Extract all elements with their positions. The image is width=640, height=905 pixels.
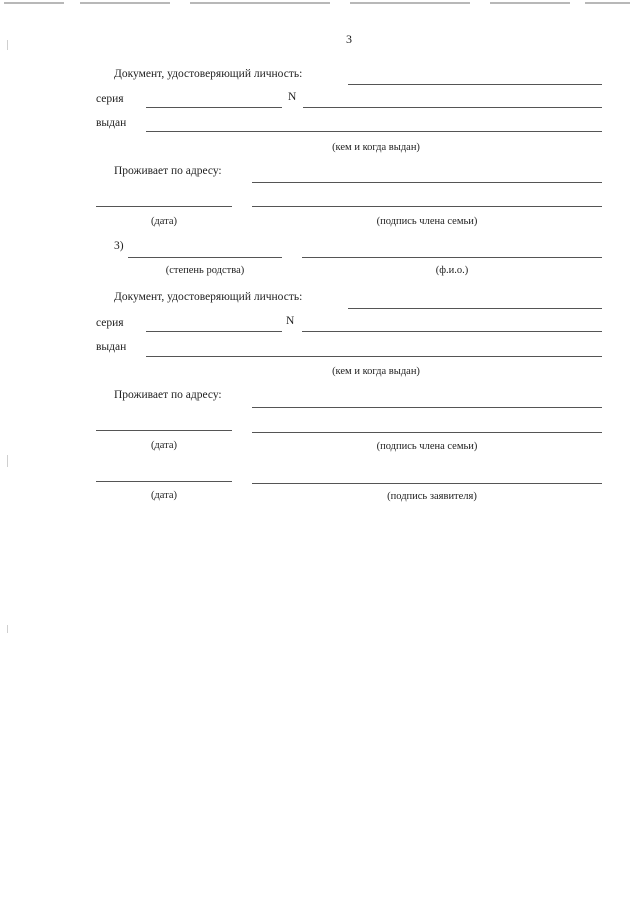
scan-artifact-margin (7, 455, 8, 467)
issued-caption: (кем и когда выдан) (332, 366, 420, 377)
document-line[interactable] (348, 308, 602, 309)
number-line[interactable] (302, 331, 602, 332)
kinship-line[interactable] (128, 257, 282, 258)
series-label: серия (96, 317, 124, 329)
scan-artifact-margin (7, 40, 8, 50)
fio-caption: (ф.и.о.) (435, 265, 469, 276)
series-line[interactable] (146, 331, 282, 332)
applicant-date-line[interactable] (96, 481, 232, 482)
number-line[interactable] (303, 107, 602, 108)
issued-line[interactable] (146, 356, 602, 357)
document-label: Документ, удостоверяющий личность: (114, 68, 303, 80)
kinship-caption: (степень родства) (165, 265, 245, 276)
date-caption: (дата) (150, 440, 178, 451)
number-label: N (288, 91, 297, 103)
issued-caption: (кем и когда выдан) (332, 142, 420, 153)
date-caption: (дата) (150, 216, 178, 227)
series-line[interactable] (146, 107, 282, 108)
scan-artifact-top (0, 0, 640, 8)
applicant-signature-line[interactable] (252, 483, 602, 484)
date-line[interactable] (96, 430, 232, 431)
item-number: 3) (114, 240, 124, 252)
applicant-date-caption: (дата) (150, 490, 178, 501)
signature-caption: (подпись члена семьи) (376, 441, 478, 452)
series-label: серия (96, 93, 124, 105)
issued-label: выдан (96, 341, 127, 353)
fio-line[interactable] (302, 257, 602, 258)
signature-line[interactable] (252, 432, 602, 433)
issued-label: выдан (96, 117, 127, 129)
address-label: Проживает по адресу: (114, 165, 222, 177)
scan-artifact-margin (7, 625, 8, 633)
address-line[interactable] (252, 407, 602, 408)
document-label: Документ, удостоверяющий личность: (114, 291, 303, 303)
applicant-signature-caption: (подпись заявителя) (387, 491, 477, 502)
number-label: N (286, 315, 295, 327)
address-label: Проживает по адресу: (114, 389, 222, 401)
issued-line[interactable] (146, 131, 602, 132)
page-number: 3 (346, 32, 352, 46)
signature-caption: (подпись члена семьи) (376, 216, 478, 227)
date-line[interactable] (96, 206, 232, 207)
signature-line[interactable] (252, 206, 602, 207)
address-line[interactable] (252, 182, 602, 183)
document-line[interactable] (348, 84, 602, 85)
